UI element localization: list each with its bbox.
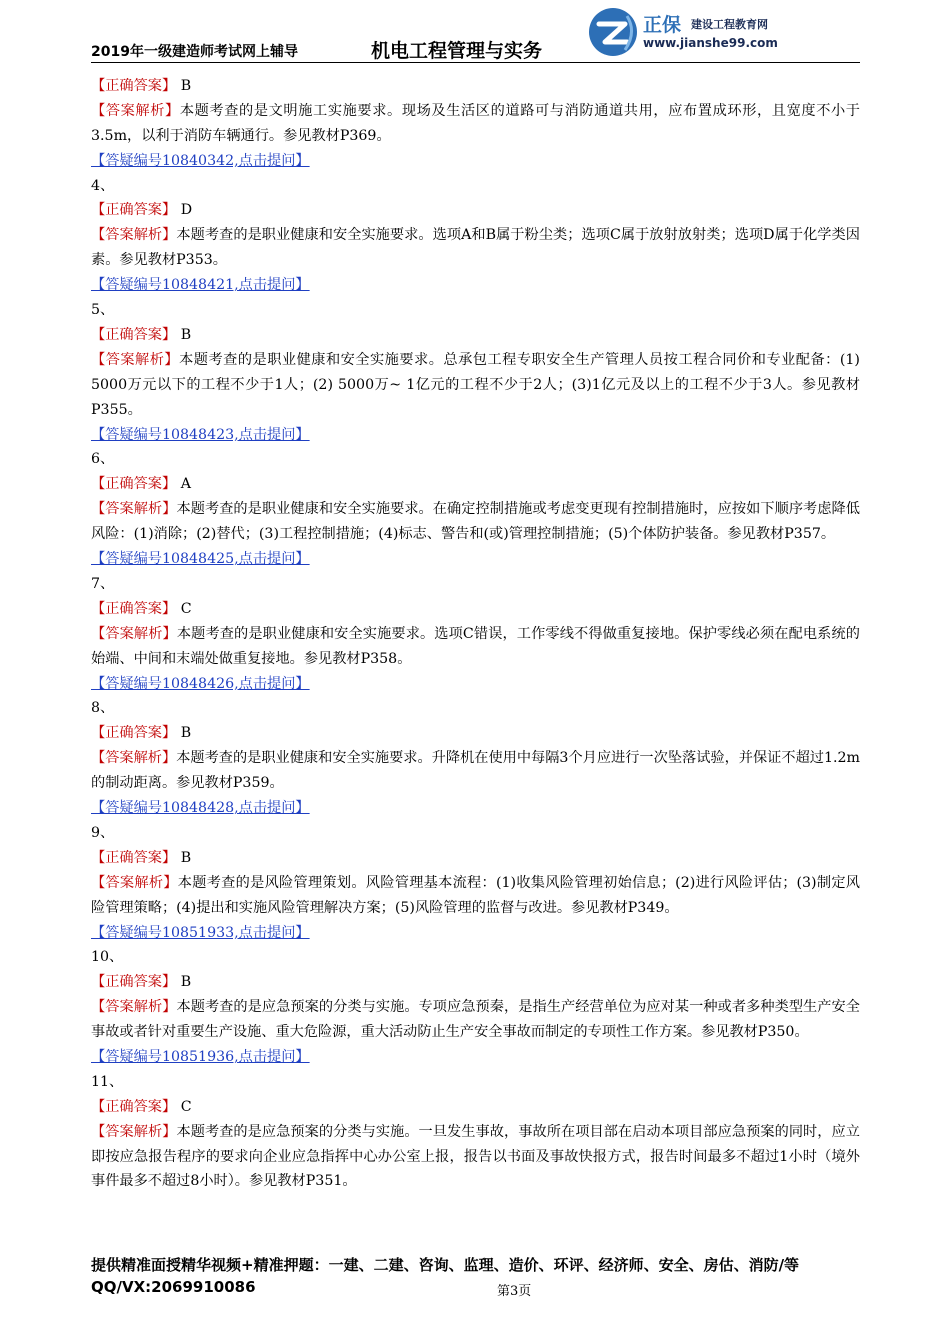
analysis-label: 答案解析 [105, 227, 163, 244]
correct-answer-value: B [180, 974, 192, 991]
correct-answer-line: 【正确答案】 B [91, 974, 192, 991]
analysis-paragraph: 【答案解析】本题考查的是风险管理策划。风险管理基本流程：(1)收集风险管理初始信息；(2)进行风险评估；(3)制定风险管理策略；(4)提出和实施风险管理解决方案；(5)风险管理的监督与改进。参见教材P349。 [91, 874, 860, 916]
footer-promo: 提供精准面授精华视频+精准押题：一建、二建、咨询、监理、造价、环评、经济师、安全、房估、消防/等 [91, 1256, 800, 1274]
question-link[interactable]: 【答疑编号10848428,点击提问】 [91, 800, 310, 817]
correct-answer-label: 正确答案 [105, 326, 162, 343]
answer-item [91, 174, 860, 298]
item-number: 7、 [91, 575, 115, 592]
analysis-paragraph: 【答案解析】本题考查的是职业健康和安全实施要求。选项A和B属于粉尘类；选项C属于放射放射类；选项D属于化学类因素。参见教材P353。 [91, 227, 860, 269]
question-link[interactable]: 【答疑编号10848421,点击提问】 [91, 277, 310, 294]
analysis-label: 答案解析 [105, 999, 163, 1016]
correct-answer-label: 正确答案 [105, 600, 162, 617]
logo-brand-subtitle: 建设工程教育网 [691, 18, 768, 31]
correct-answer-label: 正确答案 [105, 202, 162, 219]
question-link[interactable]: 【答疑编号10851936,点击提问】 [91, 1049, 310, 1065]
answer-item [91, 572, 860, 696]
analysis-paragraph: 【答案解析】本题考查的是职业健康和安全实施要求。总承包工程专职安全生产管理人员按工程合同价和专业配备：(1) 5000万元以下的工程不少于1人；(2) 5000万~ 1亿元的工程不少于2人；(3)1亿元及以上的工程不少于3人。参见教材P355。 [91, 351, 860, 418]
analysis-label: 答案解析 [105, 750, 162, 767]
correct-answer-label: 正确答案 [105, 1098, 162, 1115]
correct-answer-line: 【正确答案】 B [91, 849, 192, 866]
analysis-paragraph: 【答案解析】本题考查的是职业健康和安全实施要求。选项C错误，工作零线不得做重复接地。保护零线必须在配电系统的始端、中间和末端处做重复接地。参见教材P358。 [91, 625, 860, 667]
correct-answer-line: 【正确答案】 B [91, 326, 192, 343]
analysis-text: 本题考查的是应急预案的分类与实施。一旦发生事故，事故所在项目部在启动本项目部应急预案的同时，应立即按应急报告程序的要求向企业应急指挥中心办公室上报，报告以书面及事故快报方式，报告时间最多不超过1小时（境外事件最多不超过8小时）。参见教材P351。 [91, 1123, 860, 1190]
analysis-text: 本题考查的是职业健康和安全实施要求。总承包工程专职安全生产管理人员按工程合同价和专业配备：(1) 5000万元以下的工程不少于1人；(2) 5000万~ 1亿元的工程不少于2人；(3)1亿元及以上的工程不少于3人。参见教材P355。 [91, 351, 860, 418]
analysis-paragraph: 【答案解析】本题考查的是职业健康和安全实施要求。升降机在使用中每隔3个月应进行一次坠落试验，并保证不超过1.2m的制动距离。参见教材P359。 [91, 750, 860, 792]
analysis-label: 答案解析 [105, 501, 163, 518]
correct-answer-value: B [180, 326, 192, 343]
correct-answer-value: A [180, 476, 191, 493]
analysis-paragraph: 【答案解析】本题考查的是职业健康和安全实施要求。在确定控制措施或考虑变更现有控制措施时，应按如下顺序考虑降低风险：(1)消除；(2)替代；(3)工程控制措施；(4)标志、警告和(或)管理控制措施；(5)个体防护装备。参见教材P357。 [91, 501, 860, 543]
correct-answer-line: 【正确答案】 B [91, 78, 192, 94]
answer-items [91, 174, 860, 1195]
correct-answer-value: B [180, 725, 192, 742]
analysis-text: 本题考查的是职业健康和安全实施要求。在确定控制措施或考虑变更现有控制措施时，应按如下顺序考虑降低风险：(1)消除；(2)替代；(3)工程控制措施；(4)标志、警告和(或)管理控制措施；(5)个体防护装备。参见教材P357。 [91, 501, 860, 543]
footer-contact: QQ/VX:2069910086 [91, 1278, 256, 1296]
item-number: 4、 [91, 177, 115, 194]
correct-answer-value: C [180, 1098, 192, 1115]
correct-answer-line: 【正确答案】 D [91, 202, 193, 219]
header-exam-title: 2019年一级建造师考试网上辅导 [91, 44, 298, 60]
analysis-label: 答案解析 [105, 625, 163, 642]
item-number: 11、 [91, 1073, 124, 1090]
answer-item [91, 1070, 860, 1195]
correct-answer-value: B [180, 78, 192, 94]
page-number: 第3页 [497, 1284, 532, 1299]
correct-answer-label: 正确答案 [105, 849, 162, 866]
page-header [91, 0, 860, 63]
question-link[interactable]: 【答疑编号10848426,点击提问】 [91, 675, 310, 692]
analysis-text: 本题考查的是职业健康和安全实施要求。选项C错误，工作零线不得做重复接地。保护零线必须在配电系统的始端、中间和末端处做重复接地。参见教材P358。 [91, 625, 860, 667]
correct-answer-value: C [180, 600, 192, 617]
correct-answer-line: 【正确答案】 C [91, 600, 192, 617]
question-link[interactable]: 【答疑编号10848425,点击提问】 [91, 551, 310, 568]
brand-logo[interactable] [587, 6, 857, 58]
logo-brand-name: 正保 [643, 14, 682, 36]
answer-item [91, 298, 860, 447]
correct-answer-label: 正确答案 [105, 974, 162, 991]
correct-answer-line: 【正确答案】 B [91, 725, 192, 742]
header-subject-title: 机电工程管理与实务 [371, 40, 543, 62]
item-number: 10、 [91, 949, 124, 966]
analysis-text: 本题考查的是职业健康和安全实施要求。选项A和B属于粉尘类；选项C属于放射放射类；选项D属于化学类因素。参见教材P353。 [91, 227, 860, 269]
analysis-label: 答案解析 [105, 351, 165, 368]
correct-answer-label: 正确答案 [105, 725, 162, 742]
answer-item [91, 447, 860, 571]
answer-item [91, 945, 860, 1069]
analysis-text: 本题考查的是应急预案的分类与实施。专项应急预秦，是指生产经营单位为应对某一种或者多种类型生产安全事故或者针对重要生产设施、重大危险源，重大活动防止生产安全事故而制定的专项性工作方案。参见教材P350。 [91, 999, 860, 1041]
brand-logo-icon [587, 6, 639, 58]
question-link[interactable]: 【答疑编号10851933,点击提问】 [91, 924, 310, 941]
analysis-text: 本题考查的是文明施工实施要求。现场及生活区的道路可与消防通道共用，应布置成环形，且宽度不小于3.5m，以利于消防车辆通行。参见教材P369。 [91, 102, 860, 144]
correct-answer-line: 【正确答案】 C [91, 1098, 192, 1115]
logo-url: www.jianshe99.com [643, 36, 778, 50]
analysis-paragraph: 【答案解析】本题考查的是文明施工实施要求。现场及生活区的道路可与消防通道共用，应布置成环形，且宽度不小于3.5m，以利于消防车辆通行。参见教材P369。 [91, 102, 860, 144]
correct-answer-value: B [180, 849, 192, 866]
analysis-paragraph: 【答案解析】本题考查的是应急预案的分类与实施。专项应急预秦，是指生产经营单位为应对某一种或者多种类型生产安全事故或者针对重要生产设施、重大危险源，重大活动防止生产安全事故而制定的专项性工作方案。参见教材P350。 [91, 999, 860, 1041]
item-number: 6、 [91, 451, 115, 468]
item-number: 8、 [91, 700, 115, 717]
question-link[interactable]: 【答疑编号10848423,点击提问】 [91, 426, 310, 443]
correct-answer-value: D [180, 202, 193, 219]
analysis-paragraph: 【答案解析】本题考查的是应急预案的分类与实施。一旦发生事故，事故所在项目部在启动本项目部应急预案的同时，应立即按应急报告程序的要求向企业应急指挥中心办公室上报，报告以书面及事故快报方式，报告时间最多不超过1小时（境外事件最多不超过8小时）。参见教材P351。 [91, 1123, 860, 1190]
question-link[interactable]: 【答疑编号10840342,点击提问】 [91, 152, 310, 169]
answer-item [91, 696, 860, 820]
correct-answer-label: 正确答案 [105, 78, 162, 94]
analysis-text: 本题考查的是风险管理策划。风险管理基本流程：(1)收集风险管理初始信息；(2)进行风险评估；(3)制定风险管理策略；(4)提出和实施风险管理解决方案；(5)风险管理的监督与改进。参见教材P349。 [91, 874, 860, 916]
correct-answer-line: 【正确答案】 A [91, 476, 191, 493]
analysis-label: 答案解析 [105, 874, 164, 891]
item-number: 5、 [91, 302, 115, 319]
answer-item [91, 821, 860, 945]
analysis-label: 答案解析 [105, 102, 166, 119]
item-number: 9、 [91, 824, 115, 841]
correct-answer-label: 正确答案 [105, 476, 162, 493]
analysis-label: 答案解析 [105, 1123, 163, 1140]
analysis-text: 本题考查的是职业健康和安全实施要求。升降机在使用中每隔3个月应进行一次坠落试验，并保证不超过1.2m的制动距离。参见教材P359。 [91, 750, 860, 792]
answer-content [91, 74, 860, 1194]
